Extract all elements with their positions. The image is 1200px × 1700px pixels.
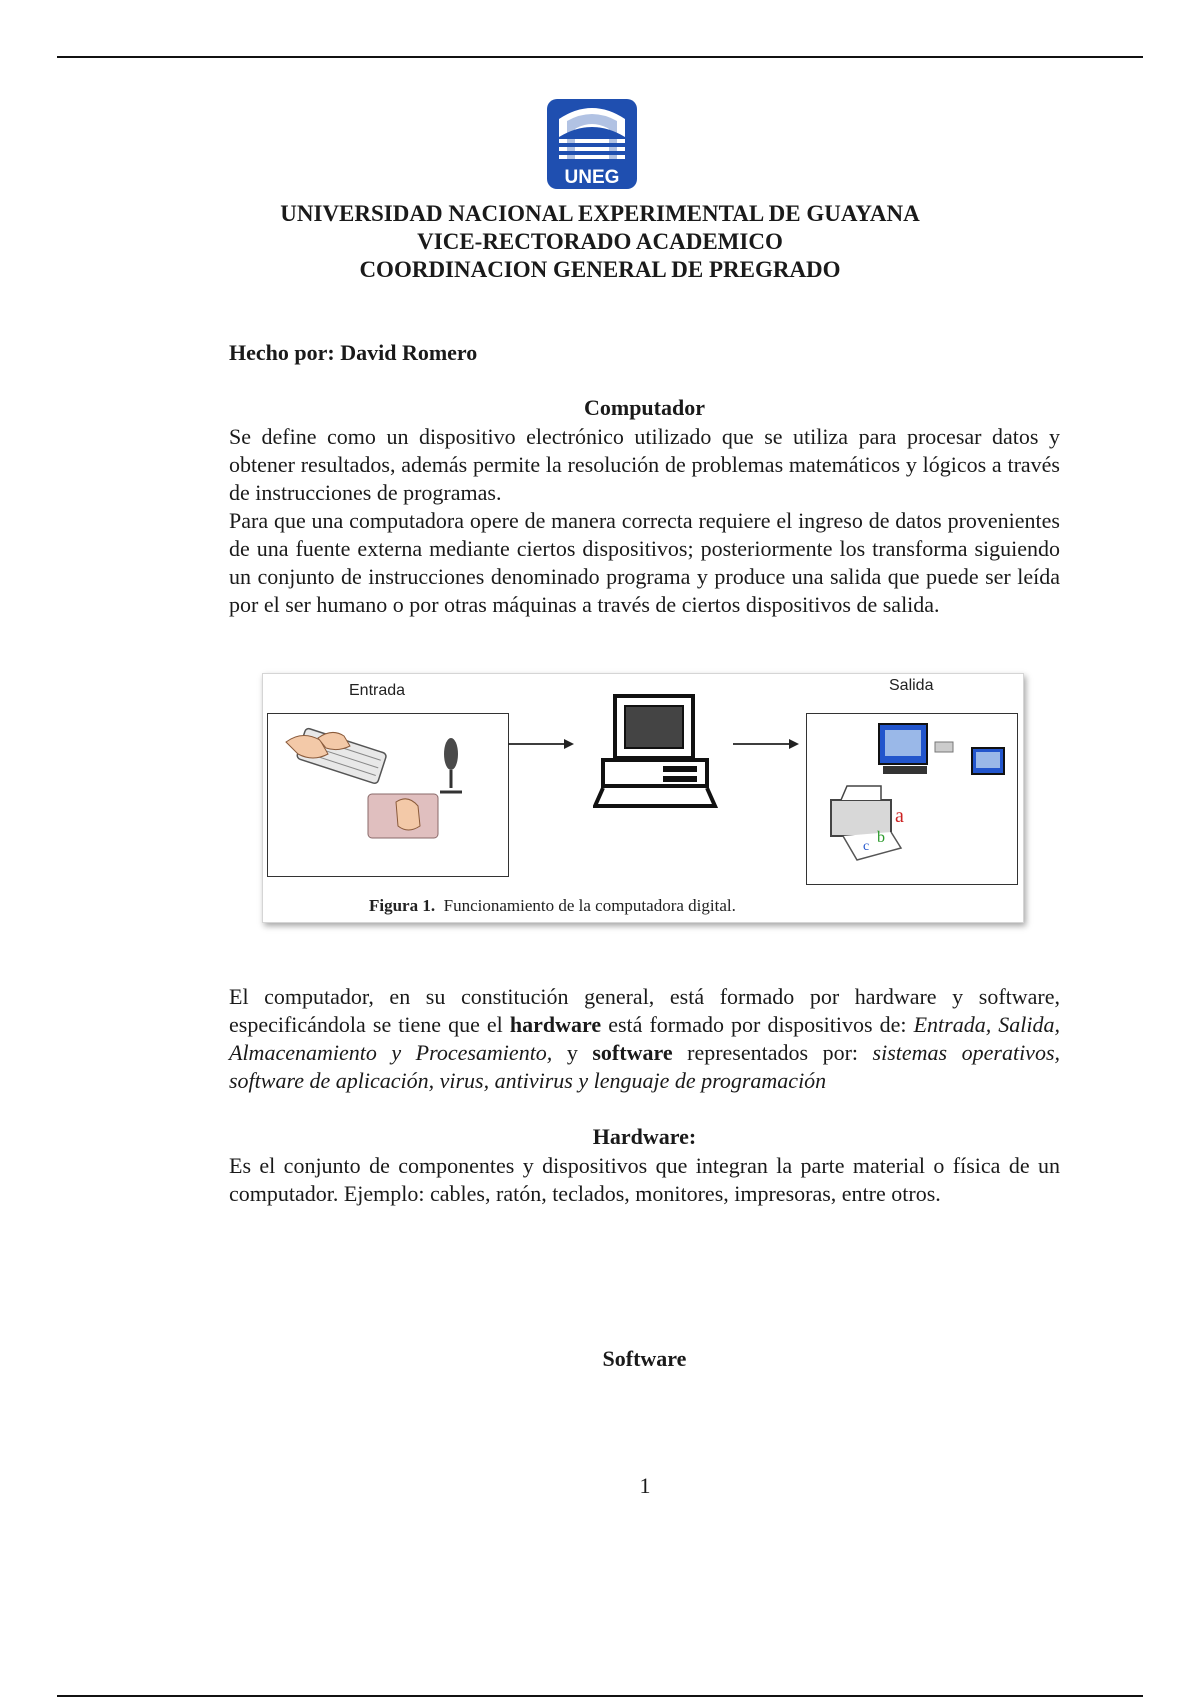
constitucion-text-4: representados por: (672, 1040, 873, 1065)
figure-caption-text: Funcionamiento de la computadora digital. (443, 896, 736, 915)
figure-caption-prefix: Figura 1. (369, 896, 436, 915)
svg-text:c: c (863, 839, 870, 854)
author-line: Hecho por: David Romero (229, 340, 478, 365)
software-heading: Software (602, 1346, 687, 1371)
arrow-to-output-icon (731, 734, 801, 754)
hardware-heading: Hardware: (592, 1124, 697, 1149)
input-devices-box (267, 713, 509, 877)
computador-paragraph-1: Se define como un dispositivo electrónico utilizado que se utiliza para procesar datos y obtener resultados, además permite la resolución de problemas matemáticos y lógicos a través de instrucciones de programas. (229, 424, 1060, 505)
computador-heading: Computador (583, 395, 705, 420)
constitucion-text-2: está formado por dispositivos de: (601, 1012, 914, 1037)
input-label: Entrada (349, 682, 406, 699)
uneg-logo (547, 99, 637, 189)
computador-body (229, 423, 1060, 619)
institution-header (200, 200, 1000, 284)
top-rule (57, 56, 1143, 58)
computer-icon (593, 694, 718, 809)
svg-text:a: a (895, 805, 904, 827)
software-keyword: software (592, 1040, 673, 1065)
figure-caption (369, 896, 736, 916)
keyboard-mouse-microphone-icon (268, 714, 508, 876)
page-number: 1 (639, 1473, 651, 1498)
computador-paragraph-2: Para que una computadora opere de manera correcta requiere el ingreso de datos provenientes de una fuente externa mediante ciertos dispositivos; posteriormente los transforma siguiendo un conjunto de instrucciones denominado programa y produce una salida que puede ser leída por el ser humano o por otras máquinas a través de ciertos dispositivos de salida. (229, 508, 1060, 617)
header-line-2: VICE-RECTORADO ACADEMICO (417, 229, 783, 254)
monitor-printer-icon (807, 714, 1017, 884)
logo-text: UNEG (564, 167, 620, 188)
constitucion-paragraph (229, 983, 1060, 1095)
output-devices-box (806, 713, 1018, 885)
svg-text:b: b (877, 829, 885, 846)
output-label: Salida (889, 677, 934, 694)
bottom-rule (57, 1695, 1143, 1697)
constitucion-text-3: y (552, 1040, 593, 1065)
header-line-3: COORDINACION GENERAL DE PREGRADO (359, 257, 841, 282)
constitucion-text-1: El computador, en su constitución general, está formado por hardware y software, especificándola se tiene que el (229, 984, 1060, 1037)
hardware-paragraph: Es el conjunto de componentes y dispositivos que integran la parte material o física de un computador. Ejemplo: cables, ratón, teclados, monitores, impresoras, entre otros. (229, 1153, 1060, 1206)
software-list: sistemas operativos, software de aplicación, virus, antivirus y lenguaje de programación (229, 1040, 1061, 1093)
hardware-keyword: hardware (509, 1012, 602, 1037)
figure-1 (262, 673, 1024, 923)
header-line-1: UNIVERSIDAD NACIONAL EXPERIMENTAL DE GUAYANA (280, 201, 920, 226)
arrow-to-computer-icon (506, 734, 576, 754)
hardware-device-list: Entrada, Salida, Almacenamiento y Procesamiento, (229, 1012, 1060, 1065)
